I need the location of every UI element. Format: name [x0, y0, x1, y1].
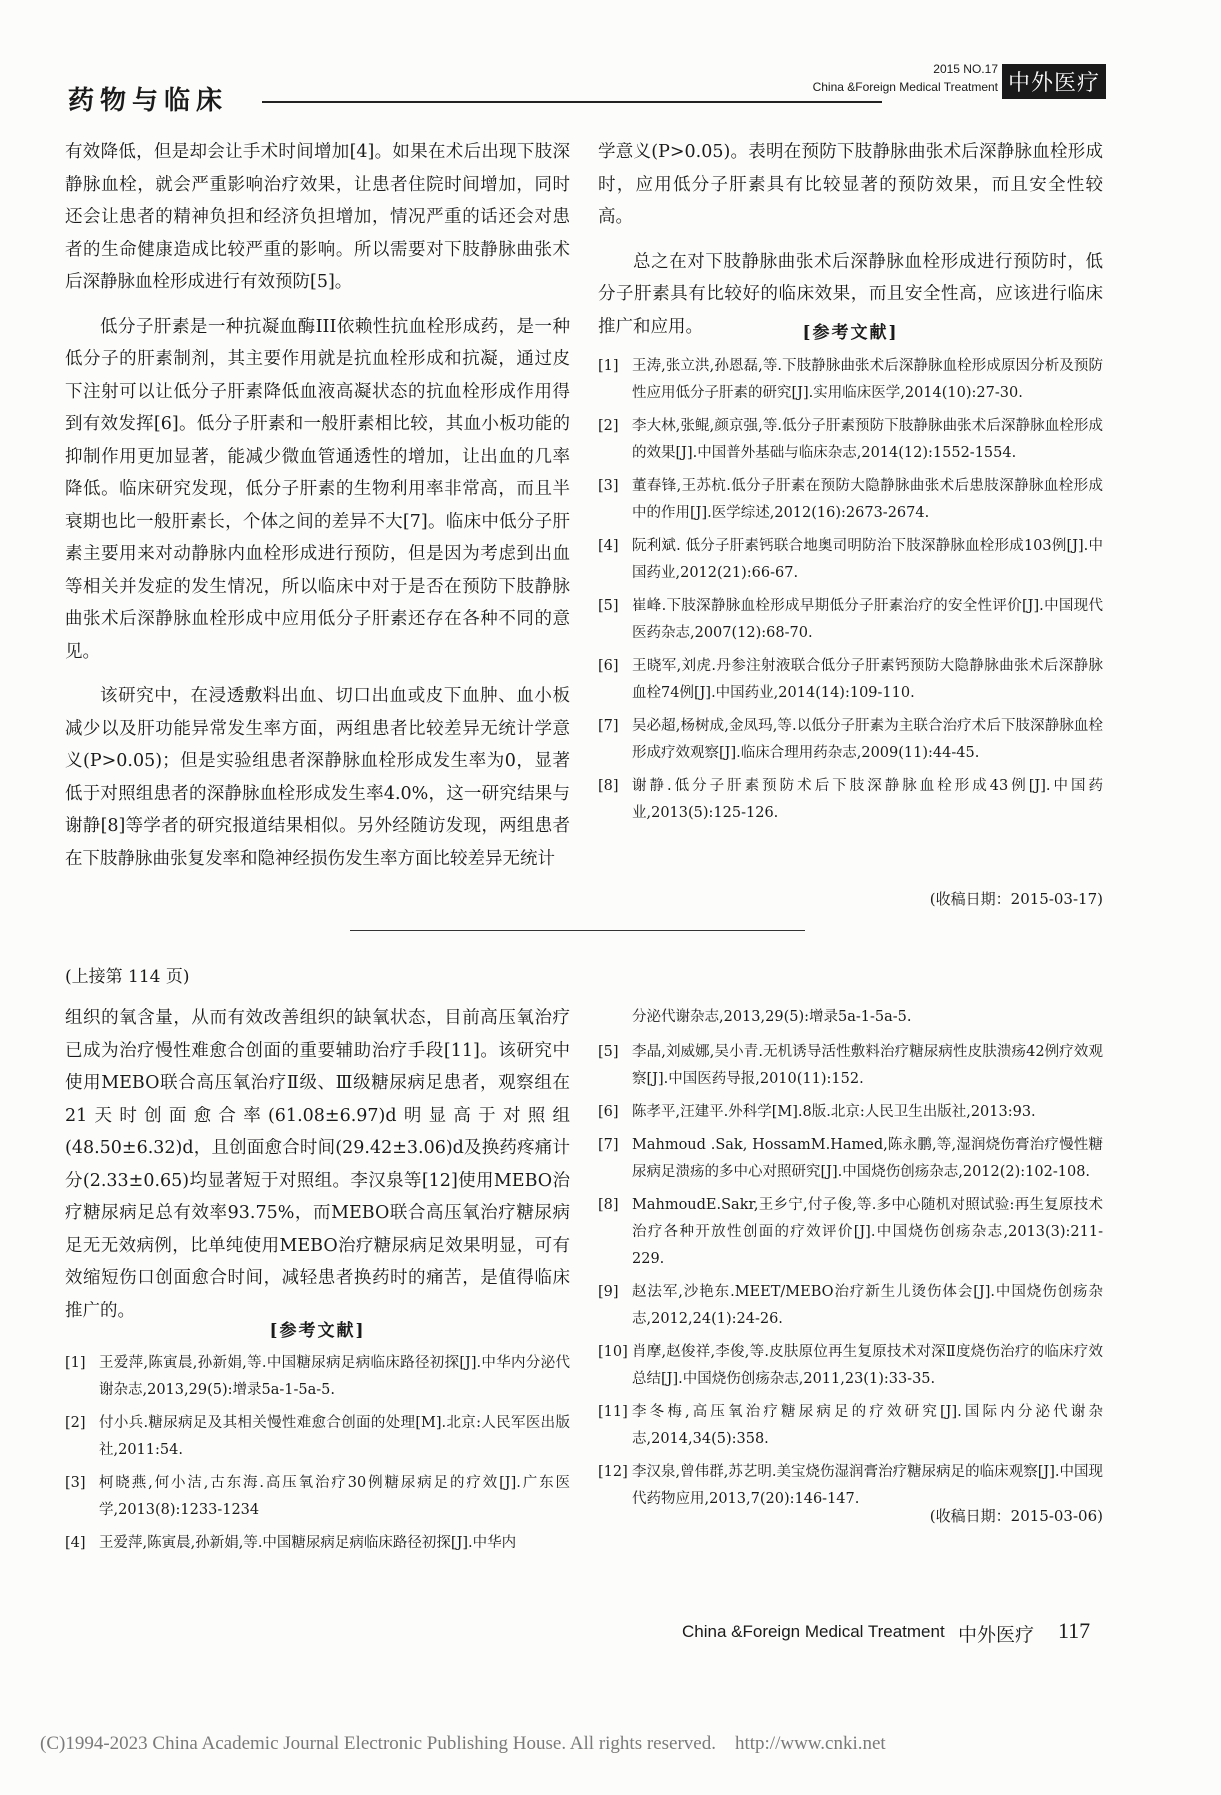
year-issue: 2015 NO.17 — [933, 62, 998, 76]
reference-number: [11] — [598, 1404, 628, 1420]
section-divider — [350, 930, 805, 931]
reference-number: [5] — [598, 1044, 619, 1060]
reference-text: 李大林,张鲲,颜京强,等.低分子肝素预防下肢静脉曲张术后深静脉血栓形成的效果[J].中国普外基础与临床杂志,2014(12):1552-1554. — [632, 418, 1103, 461]
continued-note: (上接第 114 页) — [65, 967, 190, 987]
received-date: (收稿日期：2015-03-06) — [929, 1507, 1103, 1525]
paragraph: 学意义(P>0.05)。表明在预防下肢静脉曲张术后深静脉血栓形成时，应用低分子肝素具有比较显著的预防效果，而且安全性较高。 — [598, 142, 1103, 227]
header-journal-en: China &Foreign Medical Treatment — [812, 80, 998, 94]
reference-number: [3] — [598, 478, 619, 494]
reference-text: 王晓军,刘虎.丹参注射液联合低分子肝素钙预防大隐静脉曲张术后深静脉血栓74例[J].中国药业,2014(14):109-110. — [632, 658, 1103, 701]
reference-number: [3] — [65, 1475, 86, 1491]
header-journal-logo: 中外医疗 — [1002, 64, 1106, 99]
bottom-left-column — [65, 1002, 570, 1327]
references-heading: [参考文献] — [802, 323, 899, 343]
reference-item — [598, 653, 1103, 707]
reference-item — [598, 593, 1103, 647]
reference-text: 谢静.低分子肝素预防术后下肢深静脉血栓形成43例[J].中国药业,2013(5):125-126. — [632, 778, 1103, 821]
paragraph: 有效降低，但是却会让手术时间增加[4]。如果在术后出现下肢深静脉血栓，就会严重影响治疗效果，让患者住院时间增加，同时还会让患者的精神负担和经济负担增加，情况严重的话还会对患者的生命健康造成比较严重的影响。所以需要对下肢静脉曲张术后深静脉血栓形成进行有效预防[5]。 — [65, 142, 570, 292]
reference-text: Mahmoud .Sak, HossamM.Hamed,陈永鹏,等,湿润烧伤膏治疗慢性糖尿病足溃疡的多中心对照研究[J].中国烧伤创疡杂志,2012(2):102-108. — [632, 1137, 1103, 1180]
reference-text: 王爱萍,陈寅晨,孙新娟,等.中国糖尿病足病临床路径初探[J].中华内 — [99, 1535, 517, 1551]
reference-text: 王爱萍,陈寅晨,孙新娟,等.中国糖尿病足病临床路径初探[J].中华内分泌代谢杂志,2013,29(5):增录5a-1-5a-5. — [99, 1355, 570, 1398]
reference-item — [598, 533, 1103, 587]
reference-text: 李汉泉,曾伟群,苏艺明.美宝烧伤湿润膏治疗糖尿病足的临床观察[J].中国现代药物应用,2013,7(20):146-147. — [632, 1464, 1103, 1507]
reference-number: [4] — [65, 1535, 86, 1551]
reference-item — [65, 1350, 570, 1404]
reference-item — [65, 1530, 570, 1557]
reference-text: 肖摩,赵俊祥,李俊,等.皮肤原位再生复原技术对深Ⅱ度烧伤治疗的临床疗效总结[J].中国烧伤创疡杂志,2011,23(1):33-35. — [632, 1344, 1103, 1387]
paragraph: 该研究中，在浸透敷料出血、切口出血或皮下血肿、血小板减少以及肝功能异常发生率方面，两组患者比较差异无统计学意义(P>0.05)；但是实验组患者深静脉血栓形成发生率为0，显著低于对照组患者的深静脉血栓形成发生率4.0%，这一研究结果与谢静[8]等学者的研究报道结果相似。另外经随访发现，两组患者在下肢静脉曲张复发率和隐神经损伤发生率方面比较差异无统计 — [65, 686, 570, 869]
paragraph: 总之在对下肢静脉曲张术后深静脉血栓形成进行预防时，低分子肝素具有比较好的临床效果，而且安全性高，应该进行临床推广和应用。 — [598, 251, 1103, 337]
reference-list-top — [598, 353, 1103, 833]
reference-item — [598, 473, 1103, 527]
reference-number: [8] — [598, 1197, 619, 1213]
references-heading: [参考文献] — [269, 1321, 366, 1341]
reference-item — [65, 1410, 570, 1464]
reference-item — [598, 1132, 1103, 1186]
reference-text: 吴必超,杨树成,金凤玛,等.以低分子肝素为主联合治疗术后下肢深静脉血栓形成疗效观察[J].临床合理用药杂志,2009(11):44-45. — [632, 718, 1103, 761]
reference-number: [10] — [598, 1344, 628, 1360]
paragraph: 组织的氧含量，从而有效改善组织的缺氧状态，目前高压氧治疗已成为治疗慢性难愈合创面的重要辅助治疗手段[11]。该研究中使用MEBO联合高压氧治疗Ⅱ级、Ⅲ级糖尿病足患者，观察组在21天时创面愈合率(61.08±6.97)d明显高于对照组(48.50±6.32)d，且创面愈合时间(29.42±3.06)d及换药疼痛计分(2.33±0.65)均显著短于对照组。李汉泉等[12]使用MEBO治疗糖尿病足总有效率93.75%，而MEBO联合高压氧治疗糖尿病足无无效病例，比单纯使用MEBO治疗糖尿病足效果明显，可有效缩短伤口创面愈合时间，减轻患者换药时的痛苦，是值得临床推广的。 — [65, 1008, 570, 1321]
reference-number: [12] — [598, 1464, 628, 1480]
reference-number: [1] — [65, 1355, 86, 1371]
reference-text: 王涛,张立洪,孙恩磊,等.下肢静脉曲张术后深静脉血栓形成原因分析及预防性应用低分子肝素的研究[J].实用临床医学,2014(10):27-30. — [632, 358, 1103, 401]
reference-number: [7] — [598, 718, 619, 734]
reference-text: 陈孝平,汪建平.外科学[M].8版.北京:人民卫生出版社,2013:93. — [632, 1104, 1036, 1120]
reference-text: 阮利斌. 低分子肝素钙联合地奥司明防治下肢深静脉血栓形成103例[J].中国药业,2012(21):66-67. — [632, 538, 1103, 581]
reference-item — [598, 1279, 1103, 1333]
reference-number: [8] — [598, 778, 619, 794]
reference-text: 李冬梅,高压氧治疗糖尿病足的疗效研究[J].国际内分泌代谢杂志,2014,34(5):358. — [632, 1404, 1103, 1447]
top-right-column — [598, 136, 1103, 343]
reference-item — [598, 353, 1103, 407]
header-rule — [262, 101, 882, 103]
reference-item — [598, 1039, 1103, 1093]
reference-number: [6] — [598, 1104, 619, 1120]
reference-number: [2] — [598, 418, 619, 434]
top-left-column — [65, 136, 570, 875]
reference-number: [5] — [598, 598, 619, 614]
reference-text: MahmoudE.Sakr,王乡宁,付子俊,等.多中心随机对照试验:再生复原技术治疗各种开放性创面的疗效评价[J].中国烧伤创疡杂志,2013(3):211-229. — [632, 1197, 1103, 1267]
reference-continuation: 分泌代谢杂志,2013,29(5):增录5a-1-5a-5. — [632, 1009, 912, 1025]
reference-text: 崔峰.下肢深静脉血栓形成早期低分子肝素治疗的安全性评价[J].中国现代医药杂志,2007(12):68-70. — [632, 598, 1103, 641]
reference-number: [4] — [598, 538, 619, 554]
reference-text: 董春锋,王苏杭.低分子肝素在预防大隐静脉曲张术后患肢深静脉血栓形成中的作用[J].医学综述,2012(16):2673-2674. — [632, 478, 1103, 521]
reference-number: [9] — [598, 1284, 619, 1300]
footer-journal-cn: 中外医疗 — [958, 1624, 1035, 1646]
reference-text: 柯晓燕,何小洁,古东海.高压氧治疗30例糖尿病足的疗效[J].广东医学,2013(8):1233-1234 — [99, 1475, 570, 1518]
received-date: (收稿日期：2015-03-17) — [929, 890, 1103, 908]
paragraph: 低分子肝素是一种抗凝血酶III依赖性抗血栓形成药，是一种低分子的肝素制剂，其主要作用就是抗血栓形成和抗凝，通过皮下注射可以让低分子肝素降低血液高凝状态的抗血栓形成作用得到有效发挥[6]。低分子肝素和一般肝素相比较，其血小板功能的抑制作用更加显著，能减少微血管通透性的增加，让出血的几率降低。临床研究发现，低分子肝素的生物利用率非常高，而且半衰期也比一般肝素长，个体之间的差异不大[7]。临床中低分子肝素主要用来对动静脉内血栓形成进行预防，但是因为考虑到出血等相关并发症的发生情况，所以临床中对于是否在预防下肢静脉曲张术后深静脉血栓形成中应用低分子肝素还存在各种不同的意见。 — [65, 316, 570, 662]
reference-text: 付小兵.糖尿病足及其相关慢性难愈合创面的处理[M].北京:人民军医出版社,2011:54. — [99, 1415, 570, 1458]
page-number: 117 — [1058, 1618, 1091, 1643]
reference-list-bottom-left — [65, 1350, 570, 1563]
reference-text: 李晶,刘威娜,吴小青.无机诱导活性敷料治疗糖尿病性皮肤溃疡42例疗效观察[J].中国医药导报,2010(11):152. — [632, 1044, 1103, 1087]
column-title: 药物与临床 — [68, 86, 229, 115]
reference-item — [598, 773, 1103, 827]
reference-item — [598, 1339, 1103, 1393]
reference-item — [598, 1399, 1103, 1453]
reference-item — [598, 1099, 1103, 1126]
reference-item — [598, 413, 1103, 467]
reference-number: [7] — [598, 1137, 619, 1153]
reference-number: [2] — [65, 1415, 86, 1431]
reference-item — [598, 1192, 1103, 1273]
reference-list-bottom-right — [598, 1004, 1103, 1519]
reference-number: [6] — [598, 658, 619, 674]
reference-item — [598, 713, 1103, 767]
footer-journal-en: China &Foreign Medical Treatment — [682, 1622, 945, 1641]
copyright-notice: (C)1994-2023 China Academic Journal Electronic Publishing House. All rights reserved. http://www.cnki.net — [40, 1733, 886, 1754]
reference-number: [1] — [598, 358, 619, 374]
reference-text: 赵法军,沙艳东.MEET/MEBO治疗新生儿烫伤体会[J].中国烧伤创疡杂志,2012,24(1):24-26. — [632, 1284, 1103, 1327]
reference-item — [65, 1470, 570, 1524]
